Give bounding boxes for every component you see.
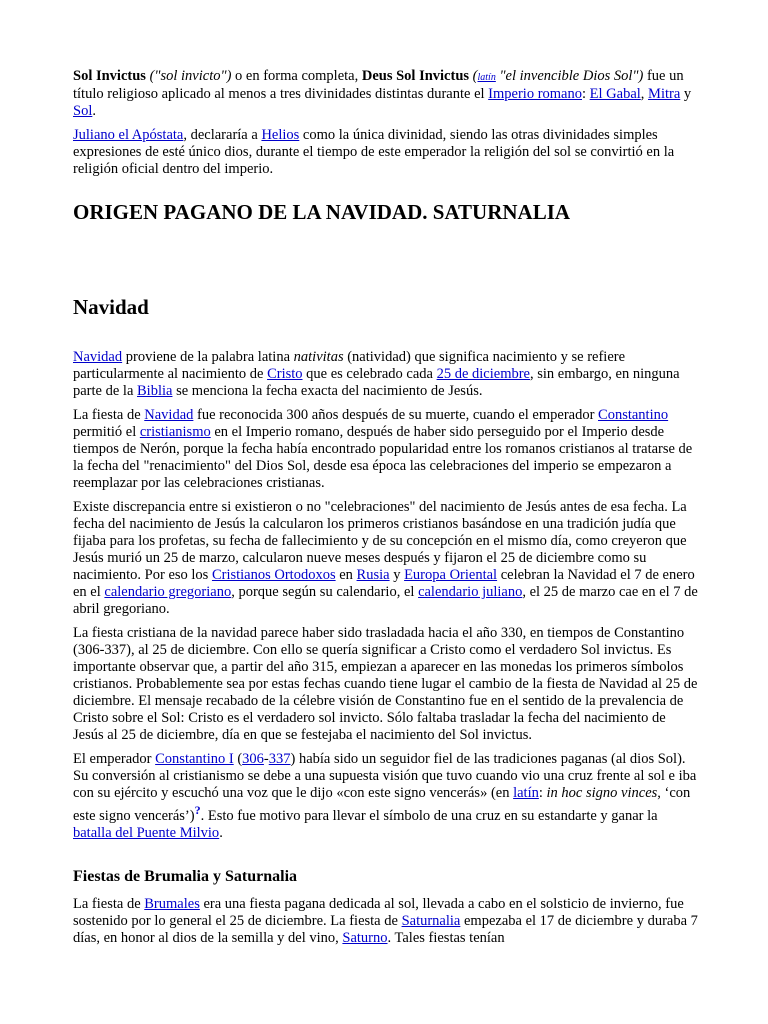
link-constantino[interactable]: Constantino: [598, 407, 669, 423]
link-navidad-2[interactable]: Navidad: [144, 407, 194, 423]
brumalia-paragraph-1: La fiesta de Brumales era una fiesta pagana dedicada al sol, llevada a cabo en el solsticio de invierno, fue sostenido por lo general el 25 de diciembre. La fiesta de Saturnalia empezaba el 17 de diciembre y duraba 7 días, en honor al dios de la semilla y del vino, Saturno. Tales fiestas tenían: [73, 895, 698, 946]
link-juliano[interactable]: Juliano el Apóstata: [73, 127, 184, 143]
section-heading-brumalia: Fiestas de Brumalia y Saturnalia: [73, 867, 298, 885]
navidad-paragraph-2: La fiesta de Navidad fue reconocida 300 años después de su muerte, cuando el emperador Constantino permitió el cristianismo en el Imperio romano, después de haber sido perseguido por el Imperio desde tiempos de Nerón, porque la fecha había encontrado popularidad entre los romanos cristianos al tratarse de la fecha del "renacimiento" del Dios Sol, desde esa época las celebraciones del imperio se empezaron a reemplazar por las celebraciones cristianas.: [73, 407, 693, 491]
link-cristianos-ortodoxos[interactable]: Cristianos Ortodoxos: [211, 567, 336, 583]
link-sol[interactable]: Sol: [73, 103, 93, 119]
link-rusia[interactable]: Rusia: [356, 567, 390, 583]
link-biblia[interactable]: Biblia: [137, 383, 173, 399]
link-calendario-juliano[interactable]: calendario juliano: [418, 584, 523, 600]
navidad-paragraph-3: Existe discrepancia entre si existieron o no "celebraciones" del nacimiento de Jesús antes de esa fecha. La fecha del nacimiento de Jesús la calcularon los primeros cristianos basándose en una tradición judía que fijaba para los profetas, su fecha de fallecimiento y de su concepción en el mismo día, como creyeron que Jesús murió un 25 de marzo, calcularon nueve meses después y fijaron el 25 de diciembre como su nacimiento. Por eso los Cristianos Ortodoxos en Rusia y Europa Oriental celebran la Navidad el 7 de enero en el calendario gregoriano, porque según su calendario, el calendario juliano, el 25 de marzo cae en el 7 de abril gregoriano.: [73, 499, 698, 617]
link-year-306[interactable]: 306: [242, 751, 264, 767]
navidad-paragraph-1: Navidad proviene de la palabra latina nativitas (natividad) que significa nacimiento y se refiere particularmente al nacimiento de Cristo que es celebrado cada 25 de diciembre, sin embargo, en ninguna parte de la Biblia se menciona la fecha exacta del nacimiento de Jesús.: [73, 349, 680, 399]
navidad-paragraph-5: El emperador Constantino I (306-337) había sido un seguidor fiel de las tradiciones paganas (al dios Sol). Su conversión al cristianismo se debe a una supuesta visión que tuvo cuando vio una cruz frente al sol e iba con su ejército y escuchó una voz que le dijo «con este signo vencerás» (en latín: in hoc signo vinces, ‘con este signo vencerás’)?. Esto fue motivo para llevar el símbolo de una cruz en su estandarte y ganar la batalla del Puente Milvio.: [73, 751, 697, 841]
term-deus-sol-invictus: Deus Sol Invictus: [361, 68, 470, 84]
link-calendario-gregoriano[interactable]: calendario gregoriano: [104, 584, 232, 600]
link-mitra[interactable]: Mitra: [648, 86, 681, 102]
link-saturnalia[interactable]: Saturnalia: [401, 912, 461, 929]
link-europa-oriental[interactable]: Europa Oriental: [404, 567, 498, 583]
link-imperio-romano[interactable]: Imperio romano: [488, 86, 582, 102]
main-heading: ORIGEN PAGANO DE LA NAVIDAD. SATURNALIA: [73, 200, 571, 224]
navidad-paragraph-4: La fiesta cristiana de la navidad parece haber sido trasladada hacia el año 330, en tiempos de Constantino (306-337), al 25 de diciembre. Con ello se quería significar a Cristo como el verdadero Sol invictus. Es importante observar que, a partir del año 315, empiezan a aparecer en las monedas los primeros símbolos cristianos. Probablemente sea por estas fechas cuando tiene lugar el cambio de la fiesta de Navidad al 25 de diciembre. El mensaje recabado de la célebre visión de Constantino fue en el sentido de la prevalencia de Cristo sobre el Sol: Cristo es el verdadero sol invicto. Sólo faltaba trasladar la fecha del nacimiento de Jesús al 25 de diciembre, día en que se festejaba el nacimiento del Sol invictus.: [73, 625, 698, 743]
section-heading-navidad: Navidad: [73, 295, 149, 319]
term-sol-invictus: Sol Invictus: [73, 68, 146, 84]
intro-paragraph-2: Juliano el Apóstata, declararía a Helios como la única divinidad, siendo las otras divinidades simples expresiones de esté único dios, durante el tiempo de este emperador la religión del sol se convirtió en la religión oficial dentro del imperio.: [73, 127, 675, 177]
link-brumales[interactable]: Brumales: [144, 895, 200, 912]
intro-paragraph-1: Sol Invictus ("sol invicto") o en forma completa, Deus Sol Invictus (latín "el invencible Dios Sol") fue un título religioso aplicado al menos a tres divinidades distintas durante el Imperio romano: El Gabal, Mitra y Sol.: [73, 68, 692, 119]
link-25-diciembre[interactable]: 25 de diciembre: [436, 366, 530, 382]
link-saturno[interactable]: Saturno: [342, 929, 388, 946]
link-cristo[interactable]: Cristo: [267, 366, 303, 382]
link-constantino-i[interactable]: Constantino I: [155, 751, 234, 767]
link-cristianismo[interactable]: cristianismo: [139, 424, 211, 440]
link-year-337[interactable]: 337: [268, 751, 291, 767]
document-page: [73, 68, 698, 954]
link-navidad[interactable]: Navidad: [73, 349, 123, 365]
reference-marker[interactable]: ?: [194, 803, 201, 817]
link-el-gabal[interactable]: El Gabal: [589, 86, 641, 102]
link-latin-2[interactable]: latín: [513, 785, 539, 801]
link-batalla-puente-milvio[interactable]: batalla del Puente Milvio: [73, 824, 220, 841]
link-helios[interactable]: Helios: [261, 127, 300, 143]
link-latin[interactable]: latín: [477, 72, 496, 83]
